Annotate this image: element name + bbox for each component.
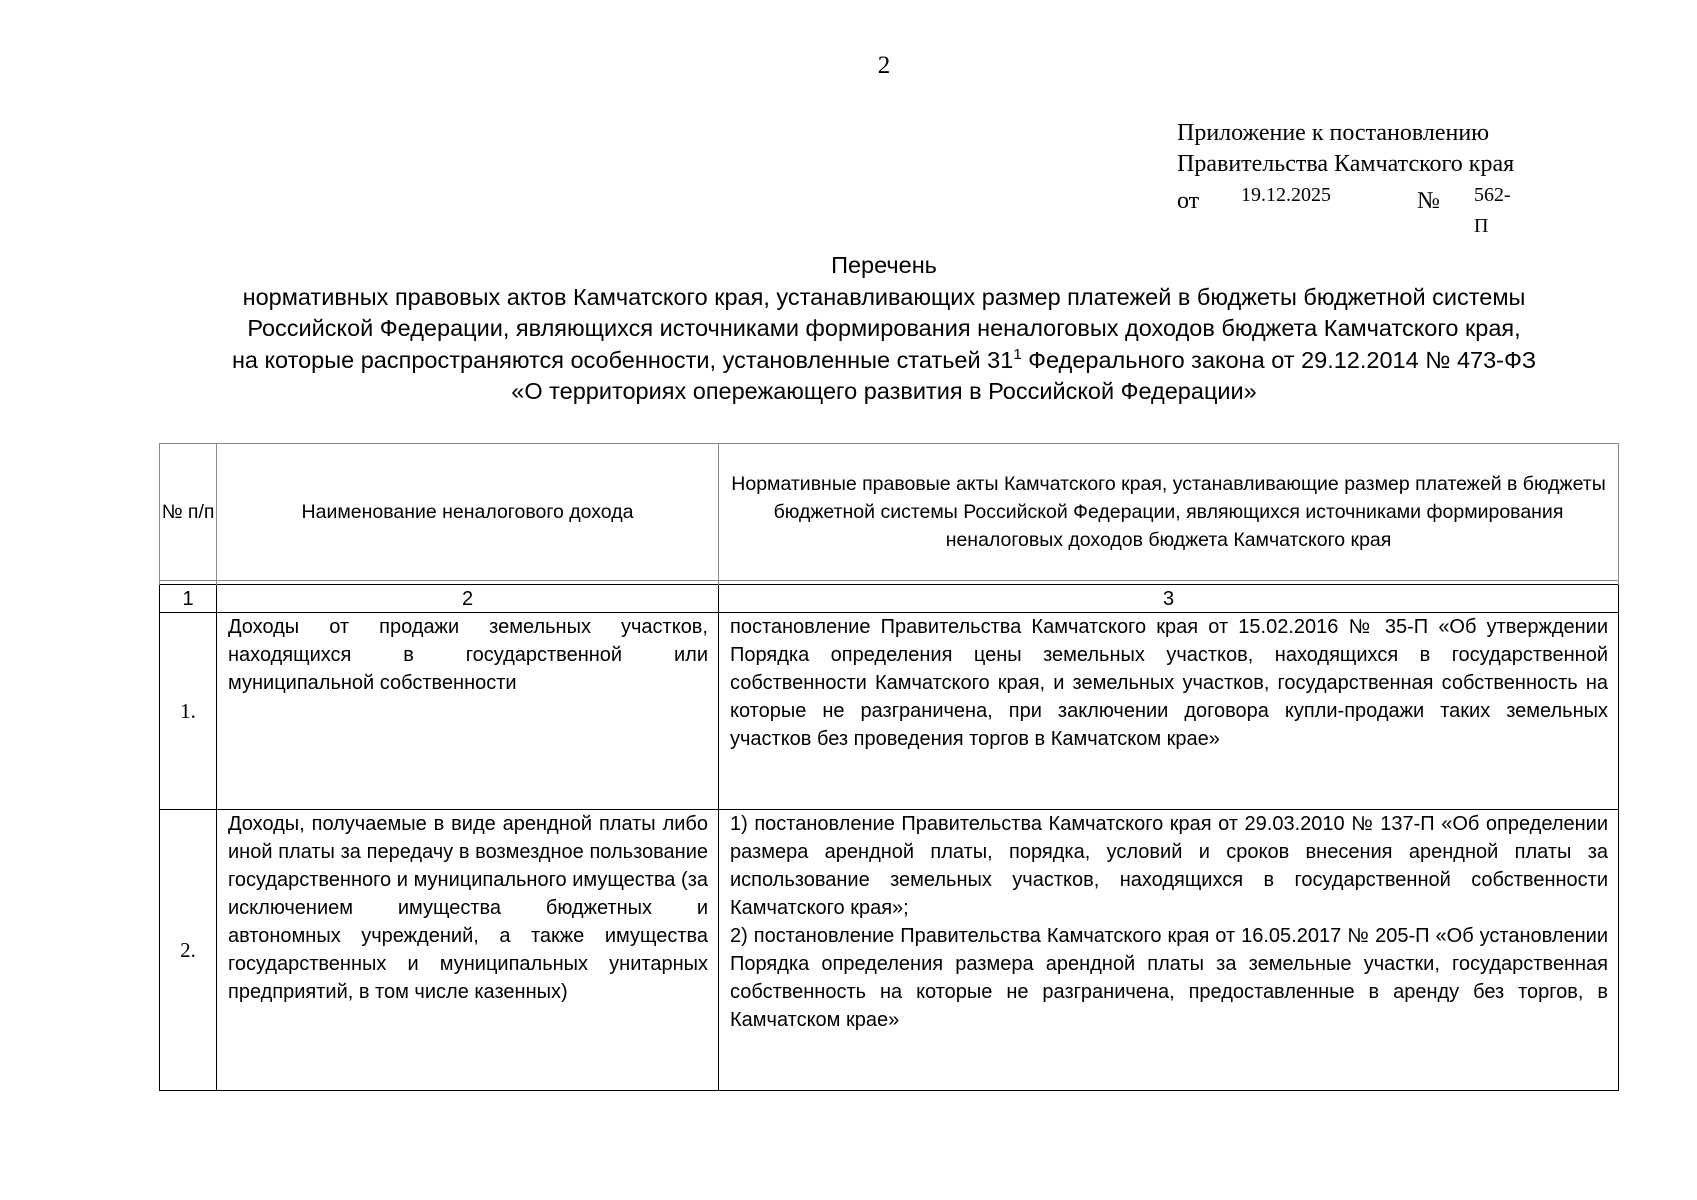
header-col-number: № п/п (160, 444, 217, 581)
appendix-ot-label: от (1177, 188, 1200, 214)
document-title (150, 250, 1618, 408)
appendix-line-1: Приложение к постановлению (1177, 120, 1490, 146)
header-col-acts: Нормативные правовые акты Камчатского края, устанавливающие размер платежей в бюджеты бюджетной системы Российской Федерации, являющихся источниками формирования неналоговых доходов бюджета Камчатского края (719, 444, 1619, 581)
row-number: 2. (160, 810, 217, 1091)
table-header-row (160, 444, 1619, 581)
appendix-number: 562-П (1474, 184, 1511, 237)
header-col-income: Наименование неналогового дохода (217, 444, 719, 581)
appendix-number-sign: № (1417, 188, 1440, 214)
row-act-item: 2) постановление Правительства Камчатского края от 16.05.2017 № 205-П «Об установлении Порядка определения размера арендной платы за земельные участки, государственная собственность на которые не разграничена, предоставленные в аренду без торгов, в Камчатском крае» (730, 925, 1608, 1031)
acts-table-wrapper (159, 443, 1618, 1091)
title-line-4-superscript: 1 (1013, 345, 1022, 363)
column-number-2: 2 (217, 585, 719, 613)
title-line-5: «О территориях опережающего развития в Российской Федерации» (511, 378, 1257, 404)
row-acts-cell (719, 810, 1619, 1091)
row-number: 1. (160, 613, 217, 810)
column-number-1: 1 (160, 585, 217, 613)
row-income: Доходы, получаемые в виде арендной платы либо иной платы за передачу в возмездное пользование государственного и муниципального имущества (за исключением имущества бюджетных и автономных учреждений, а также имущества государственных и муниципальных унитарных предприятий, в том числе казенных) (228, 813, 708, 1003)
appendix-line-2: Правительства Камчатского края (1177, 151, 1515, 177)
row-income-cell (217, 613, 719, 810)
table-row (160, 810, 1619, 1091)
row-acts (719, 613, 1618, 753)
appendix-block (1177, 118, 1515, 237)
title-line-4-before: на которые распространяются особенности, установленные статьей 31 (231, 346, 1014, 373)
page-number: 2 (877, 52, 891, 79)
title-line-2: нормативных правовых актов Камчатского края, устанавливающих размер платежей в бюджеты бюджетной системы (242, 283, 1526, 310)
row-income: Доходы от продажи земельных участков, находящихся в государственной или муниципальной собственности (228, 616, 708, 694)
column-number-3: 3 (719, 585, 1619, 613)
title-line-4 (150, 345, 1618, 377)
row-acts (719, 810, 1618, 1034)
title-line-3: Российской Федерации, являющихся источниками формирования неналоговых доходов бюджета Камчатского края, (247, 315, 1521, 341)
appendix-date: 19.12.2025 (1241, 184, 1331, 206)
table-column-numbers-row (160, 585, 1619, 613)
row-act-item: постановление Правительства Камчатского края от 15.02.2016 № 35-П «Об утверждении Порядка определения цены земельных участков, находящихся в государственной собственности Камчатского края, и земельных участков, государственная собственность на которые не разграничена, при заключении договора купли-продажи таких земельных участков без проведения торгов в Камчатском крае» (730, 616, 1608, 750)
row-act-item: 1) постановление Правительства Камчатского края от 29.03.2010 № 137-П «Об определении размера арендной платы, порядка, условий и сроков внесения арендной платы за использование земельных участков, находящихся в государственной собственности Камчатского края»; (730, 813, 1608, 919)
title-line-4-after: Федерального закона от 29.12.2014 № 473-ФЗ (1021, 346, 1537, 373)
table-row (160, 613, 1619, 810)
acts-table (159, 443, 1619, 1091)
row-income-cell (217, 810, 719, 1091)
appendix-date-line (1177, 180, 1514, 237)
row-acts-cell (719, 613, 1619, 810)
title-line-1: Перечень (831, 252, 937, 278)
